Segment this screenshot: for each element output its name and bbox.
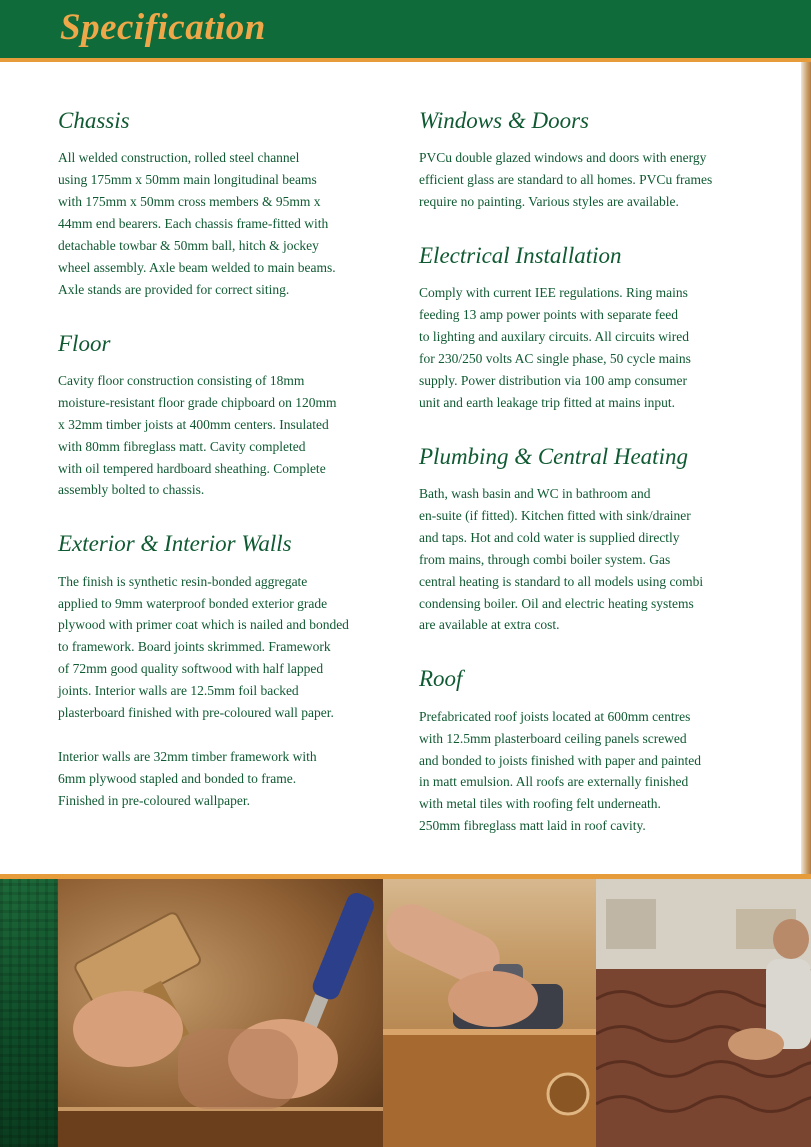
section-body: Cavity floor construction consisting of 18mm moisture-resistant floor grade chipboard on 120mm x 32mm timber joists at 400mm centers. Insulated with 80mm fibreglass matt. Cavity completed with oil tempered hardboard sheathing. Complete assembly bolted to chassis. xyxy=(58,372,337,498)
section-heading: Electrical Installation xyxy=(419,243,622,269)
mallet-chisel-photo xyxy=(58,879,383,1147)
section-heading: Plumbing & Central Heating xyxy=(419,443,688,469)
page-title: Specification xyxy=(60,7,266,48)
right-column xyxy=(419,108,749,837)
section-heading: Floor xyxy=(58,330,111,356)
section-floor xyxy=(58,331,388,502)
section-body: PVCu double glazed windows and doors with energy efficient glass are standard to all homes. PVCu frames require no painting. Various styles are available. xyxy=(419,150,713,210)
header-divider xyxy=(0,58,811,62)
photo-strip xyxy=(0,879,811,1147)
green-shirt-photo xyxy=(0,879,58,1147)
section-heading: Windows & Doors xyxy=(419,108,589,133)
section-electrical xyxy=(419,243,749,414)
section-walls xyxy=(58,531,388,811)
page-edge-shadow xyxy=(801,62,811,874)
section-heading: Roof xyxy=(419,666,463,692)
section-body: Bath, wash basin and WC in bathroom and en-suite (if fitted). Kitchen fitted with sink/drainer and taps. Hot and cold water is supplied directly from mains, through combi boiler system. Gas central heating is standard to all models using combi condensing boiler. Oil and electric heating systems are available at extra cost. xyxy=(419,486,704,633)
roof-tiles-photo xyxy=(596,879,811,1147)
section-body: The finish is synthetic resin-bonded aggregate applied to 9mm waterproof bonded exterior grade plywood with primer coat which is nailed and bonded to framework. Board joints skrimmed. Framework of 72mm good quality softwood with half lapped joints. Interior walls are 12.5mm foil backed plasterboard finished with pre-coloured wall paper. xyxy=(58,573,349,721)
section-windows-doors xyxy=(419,108,749,213)
section-chassis xyxy=(58,108,388,301)
header-bar xyxy=(0,0,811,58)
section-heading: Chassis xyxy=(58,108,130,133)
section-body: All welded construction, rolled steel channel using 175mm x 50mm main longitudinal beams with 175mm x 50mm cross members & 95mm x 44mm end bearers. Each chassis frame-fitted with detachable towbar & 50mm ball, hitch & jockey wheel assembly. Axle beam welded to main beams. Axle stands are provided for correct siting. xyxy=(58,150,336,297)
left-column xyxy=(58,108,388,812)
section-heading: Exterior & Interior Walls xyxy=(58,531,292,557)
section-body: Comply with current IEE regulations. Ring mains feeding 13 amp power points with separate feed to lighting and auxilary circuits. All circuits wired for 230/250 volts AC single phase, 50 cycle mains supply. Power distribution via 100 amp consumer unit and earth leakage trip fitted at mains input. xyxy=(419,285,691,410)
section-body: Prefabricated roof joists located at 600mm centres with 12.5mm plasterboard ceiling panels screwed and bonded to joists finished with paper and painted in matt emulsion. All roofs are externally finished with metal tiles with roofing felt underneath. 250mm fibreglass matt laid in roof cavity. xyxy=(419,708,701,834)
section-plumbing xyxy=(419,444,749,637)
hand-plane-photo xyxy=(383,879,596,1147)
section-roof xyxy=(419,666,749,837)
section-body-extra: Interior walls are 32mm timber framework with 6mm plywood stapled and bonded to frame. Finished in pre-coloured wallpaper. xyxy=(58,749,317,808)
